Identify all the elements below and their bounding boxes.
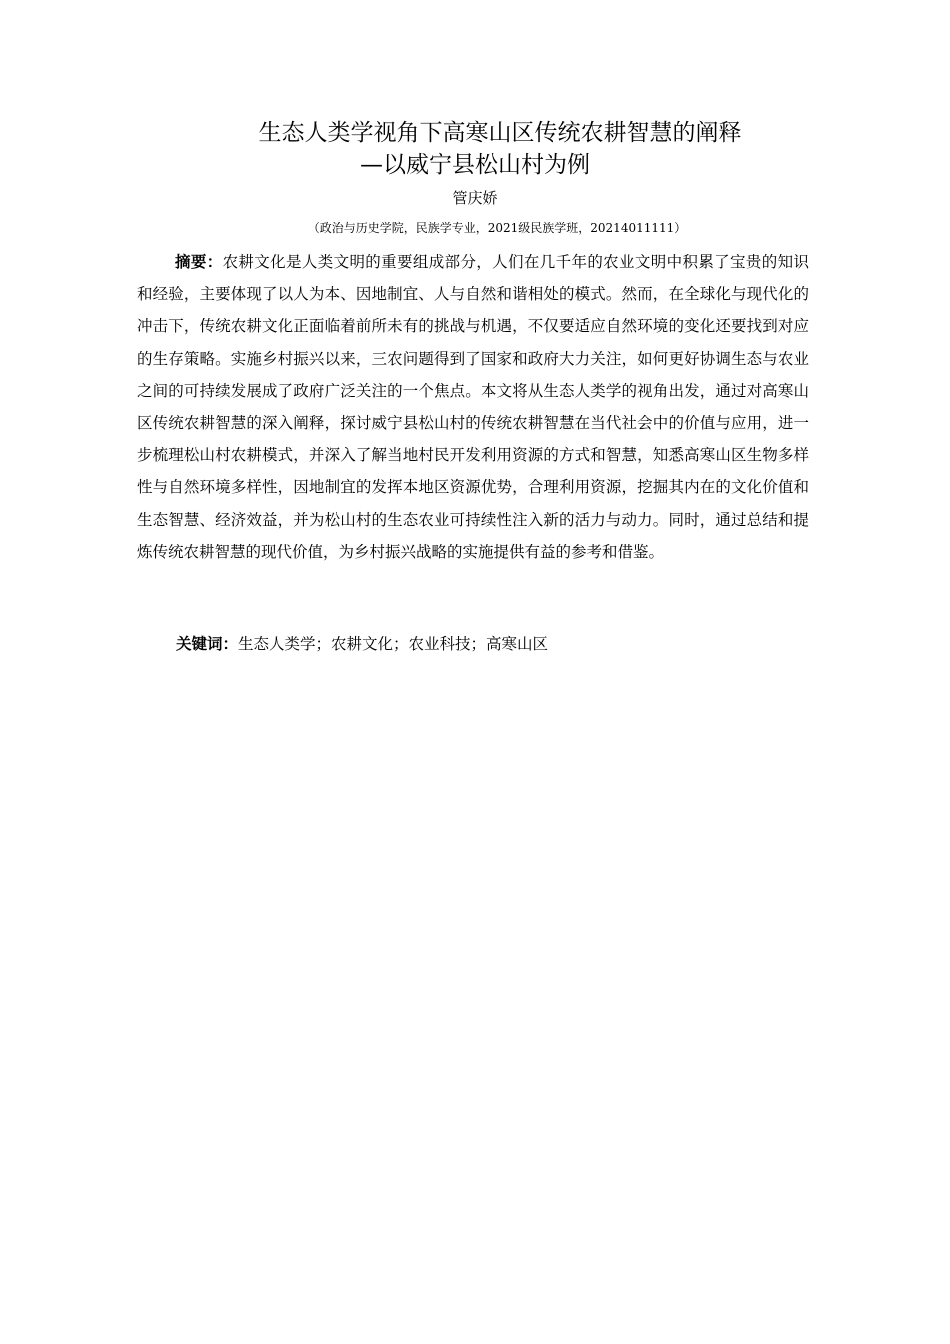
keywords-paragraph (176, 628, 816, 660)
abstract-paragraph (137, 246, 809, 568)
author-name: 管庆娇 (452, 189, 498, 207)
page-subtitle: —以威宁县松山村为例 (360, 152, 590, 178)
author-affiliation: （政治与历史学院，民族学专业，2021级民族学班，20214011111） (307, 221, 687, 235)
keywords-text: 生态人类学；农耕文化；农业科技；高寒山区 (238, 635, 549, 653)
abstract-text: 农耕文化是人类文明的重要组成部分，人们在几千年的农业文明中积累了宝贵的知识和经验，主要体现了以人为本、因地制宜、人与自然和谐相处的模式。然而，在全球化与现代化的冲击下，传统农耕文化正面临着前所未有的挑战与机遇，不仅要适应自然环境的变化还要找到对应的生存策略。实施乡村振兴以来，三农问题得到了国家和政府大力关注，如何更好协调生态与农业之间的可持续发展成了政府广泛关注的一个焦点。本文将从生态人类学的视角出发，通过对高寒山区传统农耕智慧的深入阐释，探讨威宁县松山村的传统农耕智慧在当代社会中的价值与应用，进一步梳理松山村农耕模式，并深入了解当地村民开发利用资源的方式和智慧，知悉高寒山区生物多样性与自然环境多样性，因地制宜的发挥本地区资源优势，合理利用资源，挖掘其内在的文化价值和生态智慧、经济效益，并为松山村的生态农业可持续性注入新的活力与动力。同时，通过总结和提炼传统农耕智慧的现代价值，为乡村振兴战略的实施提供有益的参考和借鉴。 (137, 253, 809, 561)
page-title: 生态人类学视角下高寒山区传统农耕智慧的阐释 (258, 120, 742, 146)
keywords-label: 关键词： (176, 635, 239, 653)
abstract-label: 摘要： (175, 253, 223, 271)
